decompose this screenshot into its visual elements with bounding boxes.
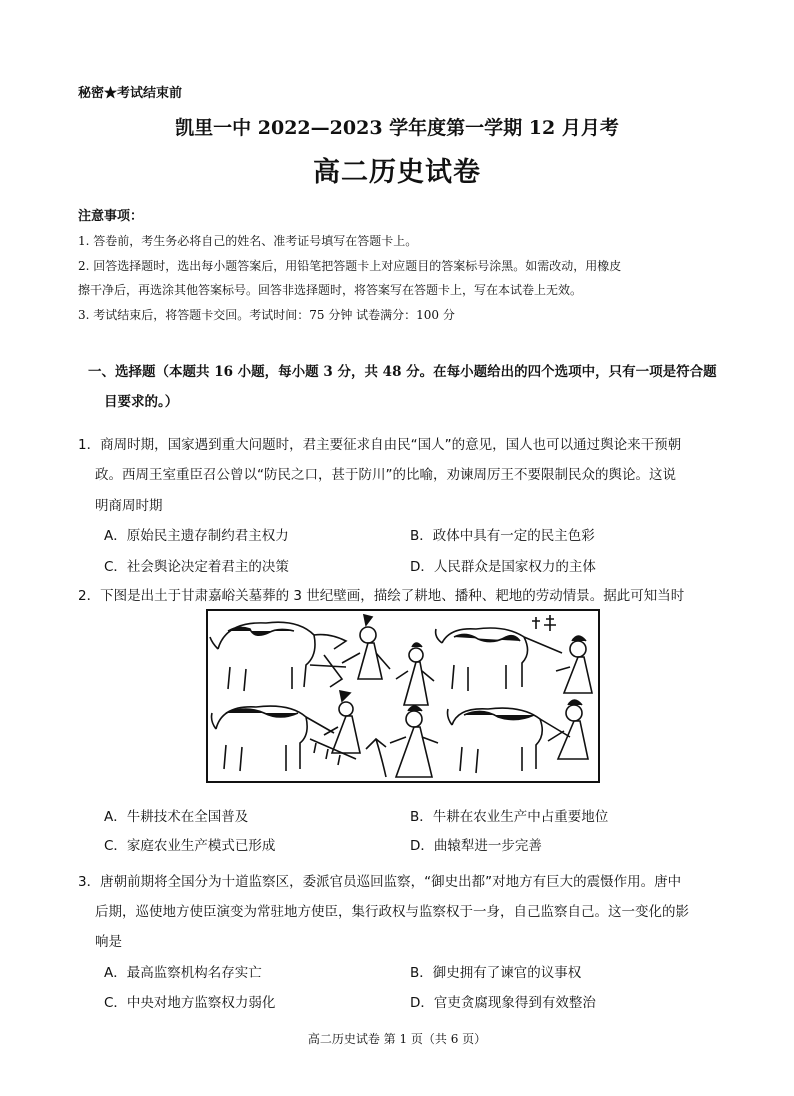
- question-1-stem: 政。西周王室重臣召公曾以“防民之口，甚于防川”的比喻，劝谏周厉王不要限制民众的舆论。这说: [95, 467, 676, 483]
- note-item: 2. 回答选择题时，选出每小题答案后，用铅笔把答题卡上对应题目的答案标号涂黑。如需改动，用橡皮: [78, 259, 622, 273]
- confidential-mark: 秘密★考试结束前: [78, 86, 183, 101]
- question-2-stem: 2．下图是出土于甘肃嘉峪关墓葬的 3 世纪壁画，描绘了耕地、播种、耙地的劳动情景。据此可知当时: [78, 588, 685, 604]
- page-footer: 高二历史试卷 第 1 页（共 6 页）: [307, 1032, 487, 1046]
- note-item: 擦干净后，再选涂其他答案标号。回答非选择题时，将答案写在答题卡上，写在本试卷上无效。: [78, 283, 583, 297]
- question-1-option-b: B．政体中具有一定的民主色彩: [410, 528, 595, 544]
- paper-title: 高二历史试卷: [313, 157, 481, 188]
- question-3-stem: 3．唐朝前期将全国分为十道监察区，委派官员巡回监察，“御史出都”对地方有巨大的震慑作用。唐中: [78, 874, 682, 890]
- note-item: 3. 考试结束后，将答题卡交回。考试时间：75 分钟 试卷满分：100 分: [78, 308, 455, 322]
- question-1-stem: 明商周时期: [95, 498, 163, 514]
- section-heading-cont: 目要求的。）: [104, 394, 179, 410]
- question-1-option-a: A．原始民主遗存制约君主权力: [104, 528, 289, 544]
- question-1-option-c: C．社会舆论决定着君主的决策: [104, 559, 289, 575]
- question-3-stem: 响是: [95, 934, 122, 950]
- exam-title: 凯里一中 2022—2023 学年度第一学期 12 月月考: [175, 117, 619, 139]
- question-3-option-b: B．御史拥有了谏官的议事权: [410, 965, 582, 981]
- question-3-option-c: C．中央对地方监察权力弱化: [104, 995, 276, 1011]
- notes-heading: 注意事项：: [78, 209, 144, 224]
- question-2-option-b: B．牛耕在农业生产中占重要地位: [410, 809, 609, 825]
- question-3-option-d: D．官吏贪腐现象得到有效整治: [410, 995, 596, 1011]
- question-2-option-d: D．曲辕犁进一步完善: [410, 838, 542, 854]
- question-3-stem: 后期，巡使地方使臣演变为常驻地方使臣，集行政权与监察权于一身，自己监察自己。这一变化的影: [95, 904, 689, 920]
- note-item: 1. 答卷前，考生务必将自己的姓名、准考证号填写在答题卡上。: [78, 234, 418, 248]
- tomb-mural-image: [206, 609, 600, 783]
- question-2-option-c: C．家庭农业生产模式已形成: [104, 838, 276, 854]
- question-2-option-a: A．牛耕技术在全国普及: [104, 809, 249, 825]
- question-1-stem: 1．商周时期，国家遇到重大问题时，君主要征求自由民“国人”的意见，国人也可以通过舆论来干预朝: [78, 437, 682, 453]
- question-1-option-d: D．人民群众是国家权力的主体: [410, 559, 596, 575]
- section-heading: 一、选择题（本题共 16 小题，每小题 3 分，共 48 分。在每小题给出的四个选项中，只有一项是符合题: [88, 364, 717, 380]
- question-3-option-a: A．最高监察机构名存实亡: [104, 965, 262, 981]
